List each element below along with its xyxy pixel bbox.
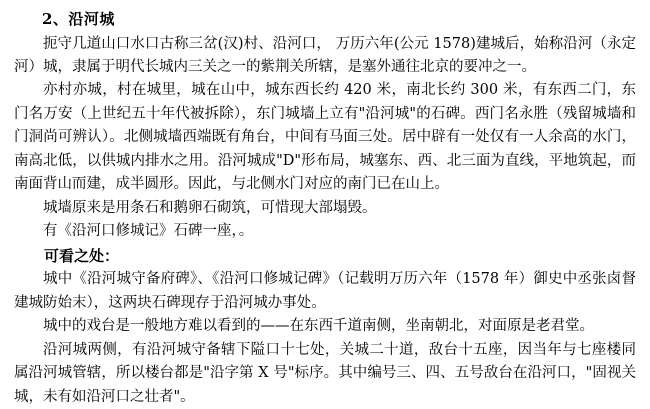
section-heading: 2、沿河城 [42,10,115,28]
paragraph-5: 城中《沿河城守备府碑》、《沿河口修城记碑》（记载明万历六年（1578 年）御史中丞张卤督建城防始末），这两块石碑现存于沿河城办事处。 [14,271,636,311]
subsection-heading: 可看之处： [44,246,120,265]
paragraph-4: 有《沿河口修城记》石碑一座，。 [43,223,254,240]
paragraph-7: 沿河城两侧，有沿河城守备辖下隘口十七处，关城二十道，敌台十五座，因当年与七座楼同属沿河城管辖，所以楼台都是"沿字第 X 号"标序。其中编号三、四、五号敌台在沿河口，"固视关城，未有如沿河口之壮者"。 [14,341,636,405]
paragraph-6: 城中的戏台是一般地方难以看到的——在东西千道南侧，坐南朝北，对面原是老君堂。 [43,318,594,335]
paragraph-3: 城墙原来是用条石和鹅卵石砌筑，可惜现大部塌毁。 [43,199,377,216]
paragraph-1: 扼守几道山口水口古称三岔(汉)村、沿河口， 万历六年(公元 1578)建城后，始称沿河（永定河）城，隶属于明代长城内三关之一的紫荆关所辖，是塞外通往北京的要冲之一。 [14,35,636,75]
paragraph-2: 亦村亦城，村在城里，城在山中，城东西长约 420 米，南北长约 300 米，有东西二门，东门名万安（上世纪五十年代被拆除），东门城墙上立有"沿河城"的石碑。西门名永胜（残留城墙和门洞尚可辨认）。北侧城墙西端既有角台，中间有马面三处。居中辟有一处仅有一人余高的水门，南高北低，以供城内排水之用。沿河城成"D"形布局，城塞东、西、北三面为直线，平地筑起，而南面背山而建，成半圆形。因此，与北侧水门对应的南门已在山上。 [14,82,636,193]
